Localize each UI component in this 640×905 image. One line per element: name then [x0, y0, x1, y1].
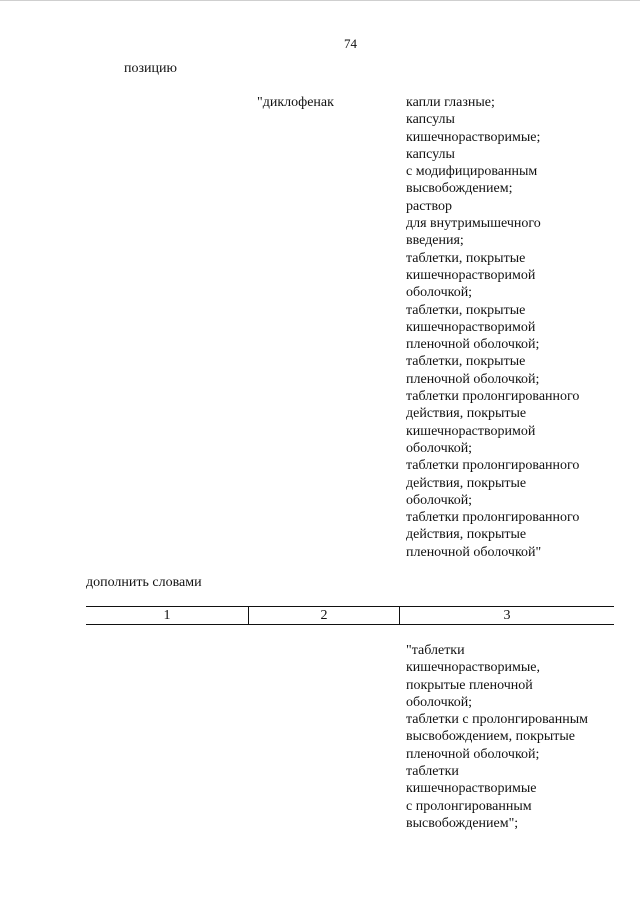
form-line: оболочкой; [406, 440, 473, 456]
form-line: высвобождением"; [406, 815, 519, 831]
form-line: оболочкой; [406, 694, 473, 710]
form-line: кишечнорастворимой [406, 423, 536, 439]
form-line: оболочкой; [406, 492, 473, 508]
lead-text: позицию [124, 61, 177, 76]
form-line: кишечнорастворимой [406, 267, 536, 283]
table-header-col-2: 2 [249, 607, 400, 624]
form-line: пленочной оболочкой; [406, 371, 540, 387]
form-line: кишечнорастворимые; [406, 129, 541, 145]
table-header-row [86, 606, 614, 625]
form-line: покрытые пленочной [406, 677, 533, 693]
form-line: кишечнорастворимые [406, 781, 537, 797]
form-line: пленочной оболочкой; [406, 337, 540, 353]
form-line: таблетки пролонгированного [406, 510, 580, 526]
form-line: с пролонгированным [406, 798, 532, 814]
form-line: высвобождением; [406, 181, 513, 197]
form-line: пленочной оболочкой" [406, 544, 542, 560]
page-top-border [0, 0, 640, 2]
form-line: таблетки, покрытые [406, 250, 526, 266]
dosage-forms-added [406, 642, 588, 832]
form-line: таблетки пролонгированного [406, 389, 580, 405]
form-line: таблетки пролонгированного [406, 458, 580, 474]
form-line: оболочкой; [406, 285, 473, 301]
dosage-forms-original [406, 94, 579, 561]
form-line: таблетки, покрытые [406, 302, 526, 318]
form-line: таблетки, покрытые [406, 354, 526, 370]
table-header-col-1: 1 [86, 607, 249, 624]
form-line: действия, покрытые [406, 475, 527, 491]
form-line: таблетки с пролонгированным [406, 712, 589, 728]
drug-name: "диклофенак [257, 95, 334, 110]
form-line: для внутримышечного [406, 216, 541, 232]
form-line: таблетки [406, 764, 459, 780]
form-line: пленочной оболочкой; [406, 746, 540, 762]
form-line: капсулы [406, 146, 455, 162]
form-line: действия, покрытые [406, 527, 527, 543]
form-line: кишечнорастворимые, [406, 660, 541, 676]
form-line: "таблетки [406, 643, 465, 658]
add-words-text: дополнить словами [86, 575, 202, 590]
form-line: введения; [406, 233, 464, 249]
table-header-col-3: 3 [503, 608, 511, 623]
form-line: кишечнорастворимой [406, 319, 536, 335]
form-line: капсулы [406, 112, 455, 128]
page-number: 74 [344, 36, 357, 51]
form-line: раствор [406, 198, 453, 214]
form-line: капли глазные; [406, 95, 495, 110]
form-line: высвобождением, покрытые [406, 729, 576, 745]
form-line: действия, покрытые [406, 406, 527, 422]
form-line: с модифицированным [406, 164, 538, 180]
